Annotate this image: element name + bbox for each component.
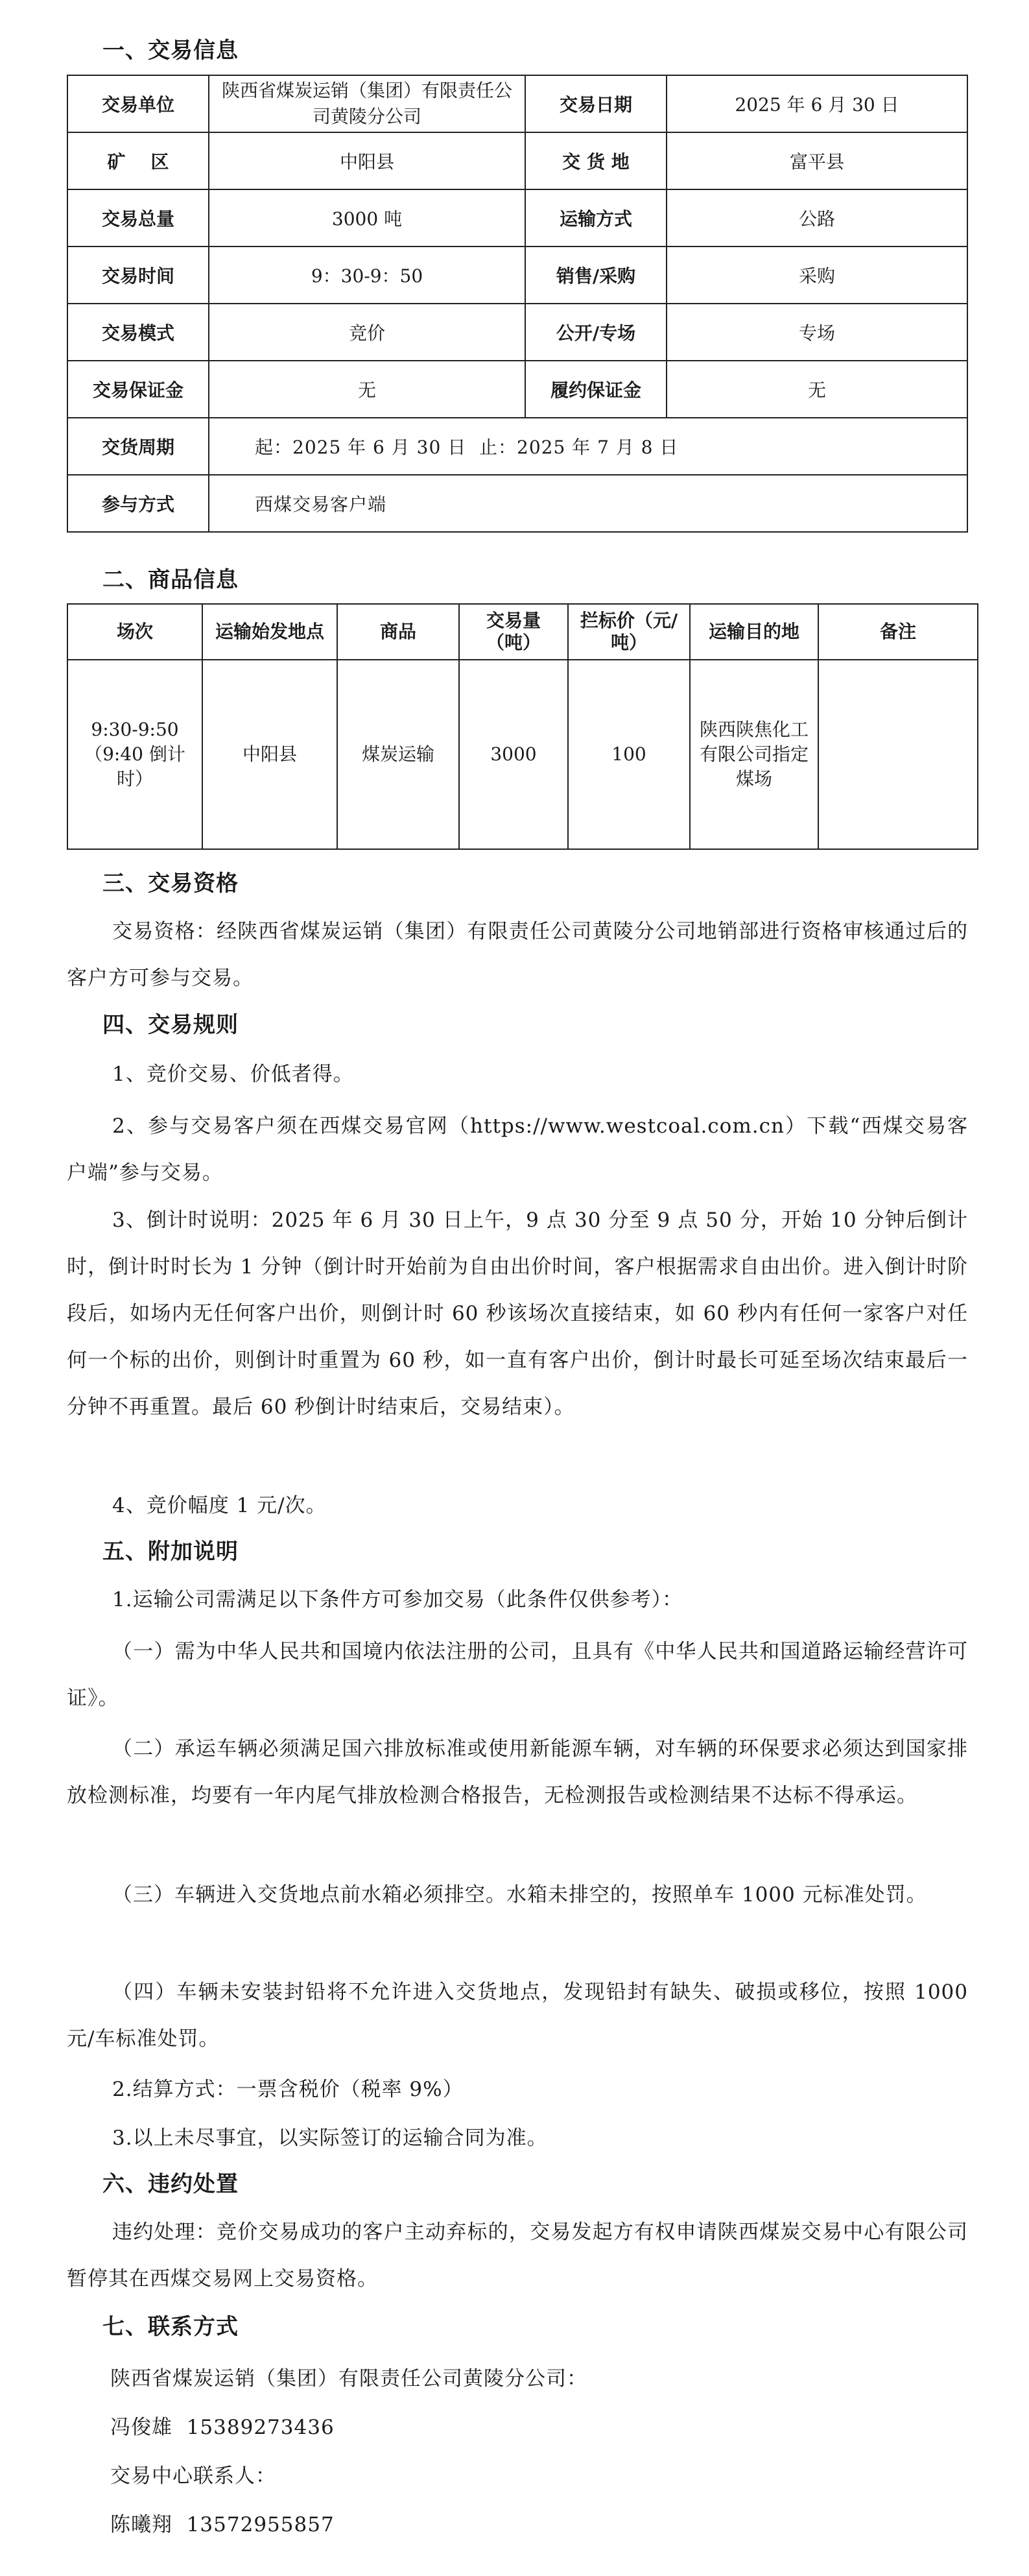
table-value: 3000 吨 [209,189,525,247]
table-label: 参与方式 [67,475,209,532]
table-value: 中阳县 [209,132,525,189]
table-cell: 陕西陕焦化工有限公司指定煤场 [690,660,818,849]
table-value: 无 [667,361,967,418]
column-header: 商品 [337,604,459,660]
section-heading-qualification: 三、交易资格 [102,871,239,897]
table-cell: 3000 [459,660,568,849]
rule-item: 1、竞价交易、价低者得。 [112,1063,354,1086]
table-label: 交易日期 [525,75,667,132]
section-heading-breach: 六、违约处置 [102,2171,239,2197]
table-label: 交易模式 [67,304,209,361]
column-header: 场次 [67,604,202,660]
table-row [67,660,978,849]
table-row [67,189,967,247]
table-value: 采购 [667,247,967,304]
section-heading-additional: 五、附加说明 [102,1539,239,1565]
table-row [67,475,967,532]
qualification-text: 交易资格：经陕西省煤炭运销（集团）有限责任公司黄陵分公司地销部进行资格审核通过后的客户方可参与交易。 [67,920,968,990]
column-header: 交易量（吨） [459,604,568,660]
table-label: 交易总量 [67,189,209,247]
table-value: 专场 [667,304,967,361]
section-heading-rules: 四、交易规则 [102,1012,239,1038]
column-header: 运输目的地 [690,604,818,660]
table-row [67,304,967,361]
table-label: 交易保证金 [67,361,209,418]
table-value: 陕西省煤炭运销（集团）有限责任公司黄陵分公司 [209,75,525,132]
table-row [67,132,967,189]
table-cell [818,660,978,849]
additional-item: （一）需为中华人民共和国境内依法注册的公司，且具有《中华人民共和国道路运输经营许可证》。 [67,1640,968,1710]
additional-item: 3.以上未尽事宜，以实际签订的运输合同为准。 [112,2126,548,2150]
table-value: 竞价 [209,304,525,361]
delivery-period-value: 起：2025 年 6 月 30 日 止：2025 年 7 月 8 日 [209,418,967,475]
table-cell: 煤炭运输 [337,660,459,849]
contact-line: 冯俊雄 15389273436 [110,2416,335,2439]
rule-item: 4、竞价幅度 1 元/次。 [112,1494,327,1517]
additional-item: 1.运输公司需满足以下条件方可参加交易（此条件仅供参考）： [112,1588,683,1611]
trade-info-table [67,75,968,533]
table-label: 运输方式 [525,189,667,247]
additional-item: 2.结算方式：一票含税价（税率 9%） [112,2078,464,2101]
table-cell: 中阳县 [202,660,337,849]
table-label: 交货周期 [67,418,209,475]
table-label: 交 货 地 [525,132,667,189]
table-label: 交易单位 [67,75,209,132]
table-row [67,247,967,304]
table-value: 公路 [667,189,967,247]
participation-method-value: 西煤交易客户端 [209,475,967,532]
table-row [67,361,967,418]
table-label: 销售/采购 [525,247,667,304]
table-label: 公开/专场 [525,304,667,361]
table-row [67,75,967,132]
table-value: 9：30-9：50 [209,247,525,304]
contact-line: 交易中心联系人： [110,2464,276,2488]
table-value: 无 [209,361,525,418]
table-cell: 9:30-9:50（9:40 倒计时） [67,660,202,849]
additional-item: （四）车辆未安装封铅将不允许进入交货地点，发现铅封有缺失、破损或移位，按照 1000 元/车标准处罚。 [67,1980,968,2051]
section-heading-contact: 七、联系方式 [102,2314,239,2340]
additional-item: （三）车辆进入交货地点前水箱必须排空。水箱未排空的，按照单车 1000 元标准处罚。 [112,1883,927,1907]
goods-info-table [67,603,978,850]
breach-text: 违约处理：竞价交易成功的客户主动弃标的，交易发起方有权申请陕西煤炭交易中心有限公司暂停其在西煤交易网上交易资格。 [67,2221,968,2291]
table-value: 富平县 [667,132,967,189]
table-header-row [67,604,978,660]
table-label: 履约保证金 [525,361,667,418]
section-heading-trade-info: 一、交易信息 [102,38,239,64]
column-header: 拦标价（元/吨） [568,604,690,660]
section-heading-goods-info: 二、商品信息 [102,567,239,593]
rule-item: 2、参与交易客户须在西煤交易官网（https://www.westcoal.com.cn）下载“西煤交易客户端”参与交易。 [67,1114,968,1185]
table-value: 2025 年 6 月 30 日 [667,75,967,132]
contact-line: 陕西省煤炭运销（集团）有限责任公司黄陵分公司： [110,2367,587,2390]
table-row [67,418,967,475]
table-label: 交易时间 [67,247,209,304]
contact-line: 陈曦翔 13572955857 [110,2513,335,2536]
column-header: 备注 [818,604,978,660]
column-header: 运输始发地点 [202,604,337,660]
additional-item: （二）承运车辆必须满足国六排放标准或使用新能源车辆，对车辆的环保要求必须达到国家排放检测标准，均要有一年内尾气排放检测合格报告，无检测报告或检测结果不达标不得承运。 [67,1737,968,1807]
table-label: 矿 区 [67,132,209,189]
table-cell: 100 [568,660,690,849]
rule-item: 3、倒计时说明：2025 年 6 月 30 日上午，9 点 30 分至 9 点 50 分，开始 10 分钟后倒计时，倒计时时长为 1 分钟（倒计时开始前为自由出价时间，客户根据需求自由出价。进入倒计时阶段后，如场内无任何客户出价，则倒计时 60 秒该场次直接结束，如 60 秒内有任何一家客户对任何一个标的出价，则倒计时重置为 60 秒，如一直有客户出价，倒计时最长可延至场次结束最后一分钟不再重置。最后 60 秒倒计时结束后，交易结束）。 [67,1209,968,1419]
